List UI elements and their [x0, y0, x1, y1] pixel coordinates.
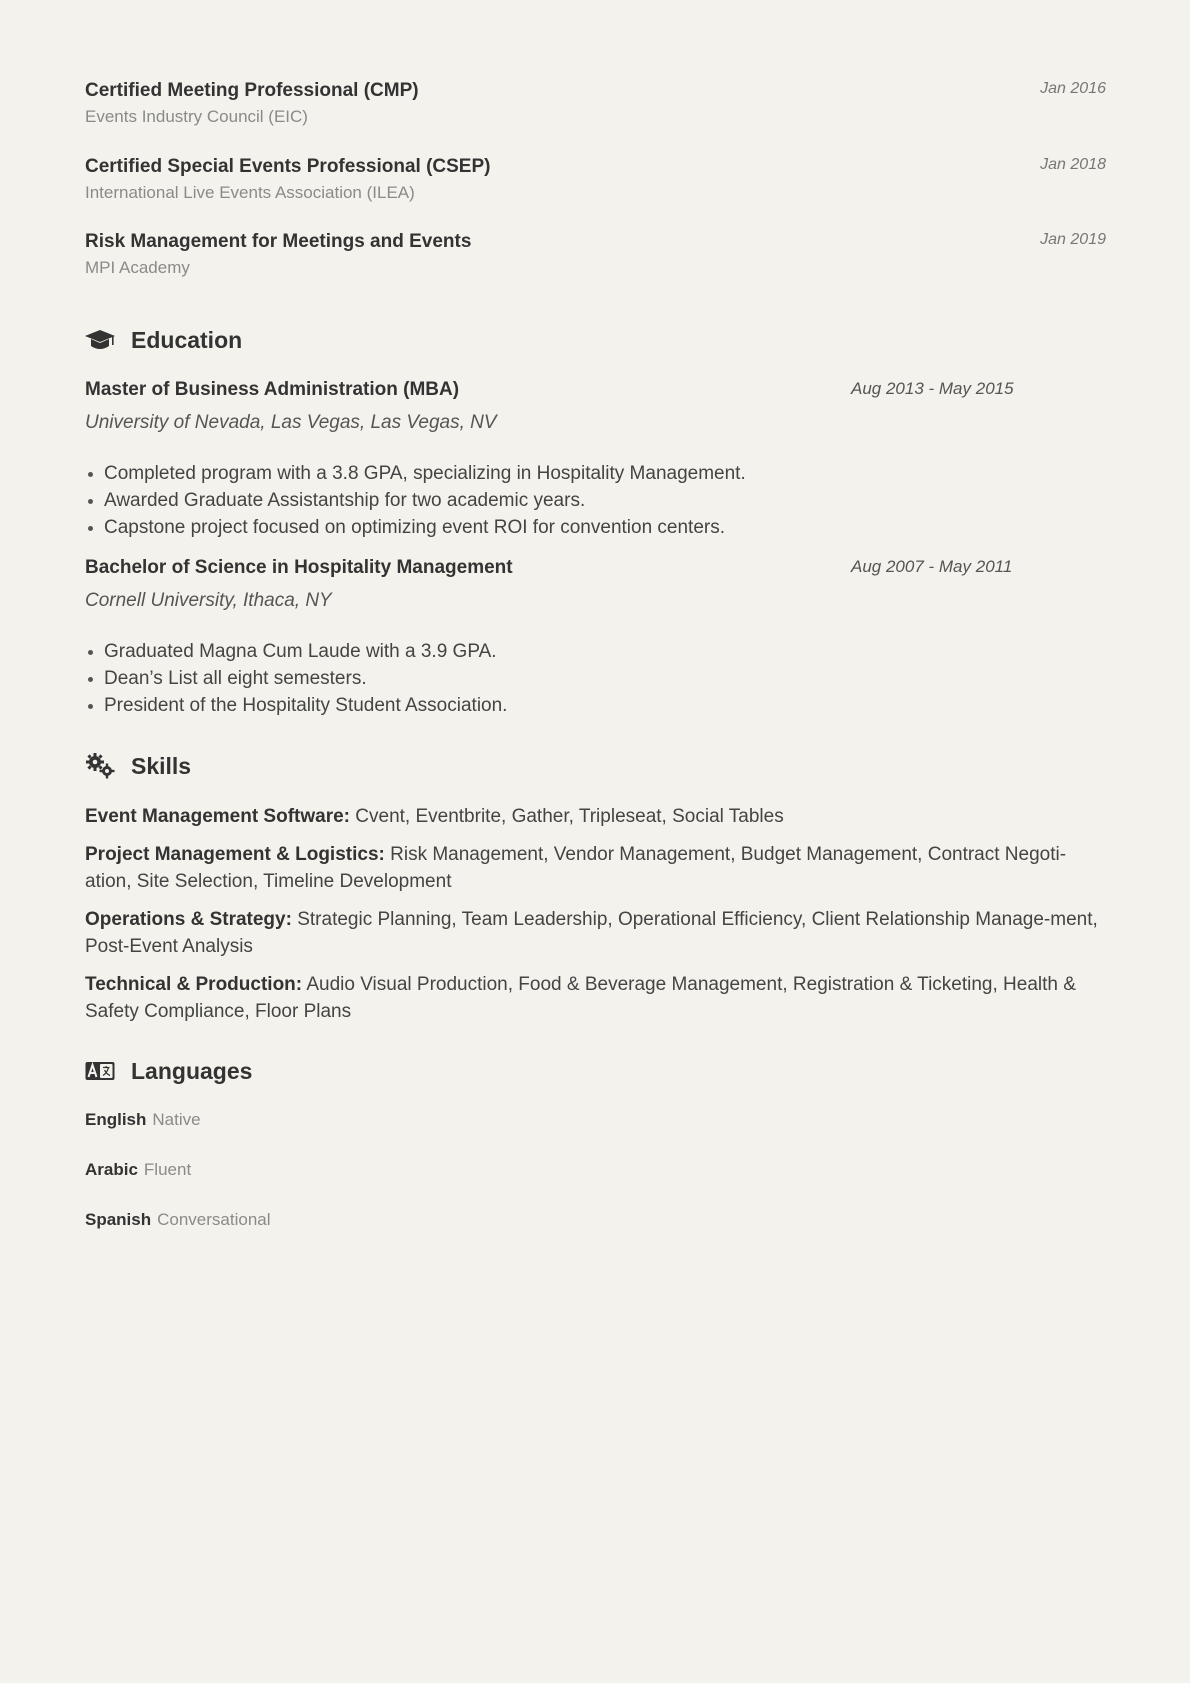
bullet-item: Capstone project focused on optimizing event ROI for convention centers. — [85, 514, 746, 541]
school-name: University of Nevada, Las Vegas, Las Vegas, NV — [85, 412, 497, 433]
bullet-item: Completed program with a 3.8 GPA, specializing in Hospitality Management. — [85, 460, 746, 487]
skill-group — [85, 841, 1106, 895]
languages-heading — [85, 1056, 252, 1086]
language-level: Conversational — [157, 1210, 271, 1229]
skills-heading — [85, 751, 191, 781]
skill-group — [85, 971, 1106, 1025]
section-title: Languages — [131, 1057, 253, 1084]
bullet-item: Graduated Magna Cum Laude with a 3.9 GPA. — [85, 638, 507, 665]
certification-issuer: International Live Events Association (ILEA) — [85, 183, 415, 202]
skill-items: Cvent, Eventbrite, Gather, Tripleseat, Social Tables — [355, 806, 784, 827]
language-item — [85, 1210, 271, 1230]
language-item — [85, 1160, 191, 1180]
language-name: Arabic — [85, 1160, 138, 1179]
bullet-item: President of the Hospitality Student Association. — [85, 692, 507, 719]
education-dates: Aug 2013 - May 2015 — [851, 379, 1014, 398]
degree-title: Master of Business Administration (MBA) — [85, 379, 460, 400]
section-title: Skills — [131, 752, 192, 779]
language-level: Native — [152, 1110, 201, 1129]
skill-items: Risk Management, Vendor Management, Budget Management, Contract Negoti-ation, Site Selection, Timeline Development — [85, 844, 1067, 892]
degree-title: Bachelor of Science in Hospitality Management — [85, 557, 513, 578]
education-dates: Aug 2007 - May 2011 — [851, 557, 1013, 576]
certification-date: Jan 2019 — [1040, 231, 1106, 248]
language-level: Fluent — [143, 1160, 192, 1179]
language-item — [85, 1110, 201, 1130]
language-name: English — [85, 1110, 147, 1129]
bullet-item: Dean’s List all eight semesters. — [85, 665, 507, 692]
certification-date: Jan 2016 — [1040, 80, 1106, 97]
skill-category: Technical & Production: — [85, 974, 303, 995]
certification-date: Jan 2018 — [1040, 156, 1106, 173]
language-icon — [85, 1056, 115, 1086]
education-heading — [85, 325, 242, 355]
section-title: Education — [131, 326, 243, 353]
gears-icon — [85, 751, 115, 781]
skill-group — [85, 803, 1106, 830]
certification-title: Risk Management for Meetings and Events — [85, 231, 472, 252]
skill-group — [85, 906, 1106, 960]
school-name: Cornell University, Ithaca, NY — [85, 590, 332, 611]
certification-issuer: MPI Academy — [85, 258, 190, 277]
skill-items: Strategic Planning, Team Leadership, Operational Efficiency, Client Relationship Manage-ment, Post-Event Analysis — [85, 909, 1098, 957]
certification-title: Certified Special Events Professional (CSEP) — [85, 156, 491, 177]
skill-category: Operations & Strategy: — [85, 909, 292, 930]
skill-items: Audio Visual Production, Food & Beverage Management, Registration & Ticketing, Health & Safety Compliance, Floor Plans — [85, 974, 1076, 1022]
education-bullets — [85, 638, 507, 719]
language-name: Spanish — [85, 1210, 152, 1229]
skill-category: Event Management Software: — [85, 806, 350, 827]
certification-title: Certified Meeting Professional (CMP) — [85, 80, 419, 101]
bullet-item: Awarded Graduate Assistantship for two academic years. — [85, 487, 746, 514]
education-bullets — [85, 460, 746, 541]
graduation-cap-icon — [85, 325, 115, 355]
certification-issuer: Events Industry Council (EIC) — [85, 107, 308, 126]
skill-category: Project Management & Logistics: — [85, 844, 385, 865]
